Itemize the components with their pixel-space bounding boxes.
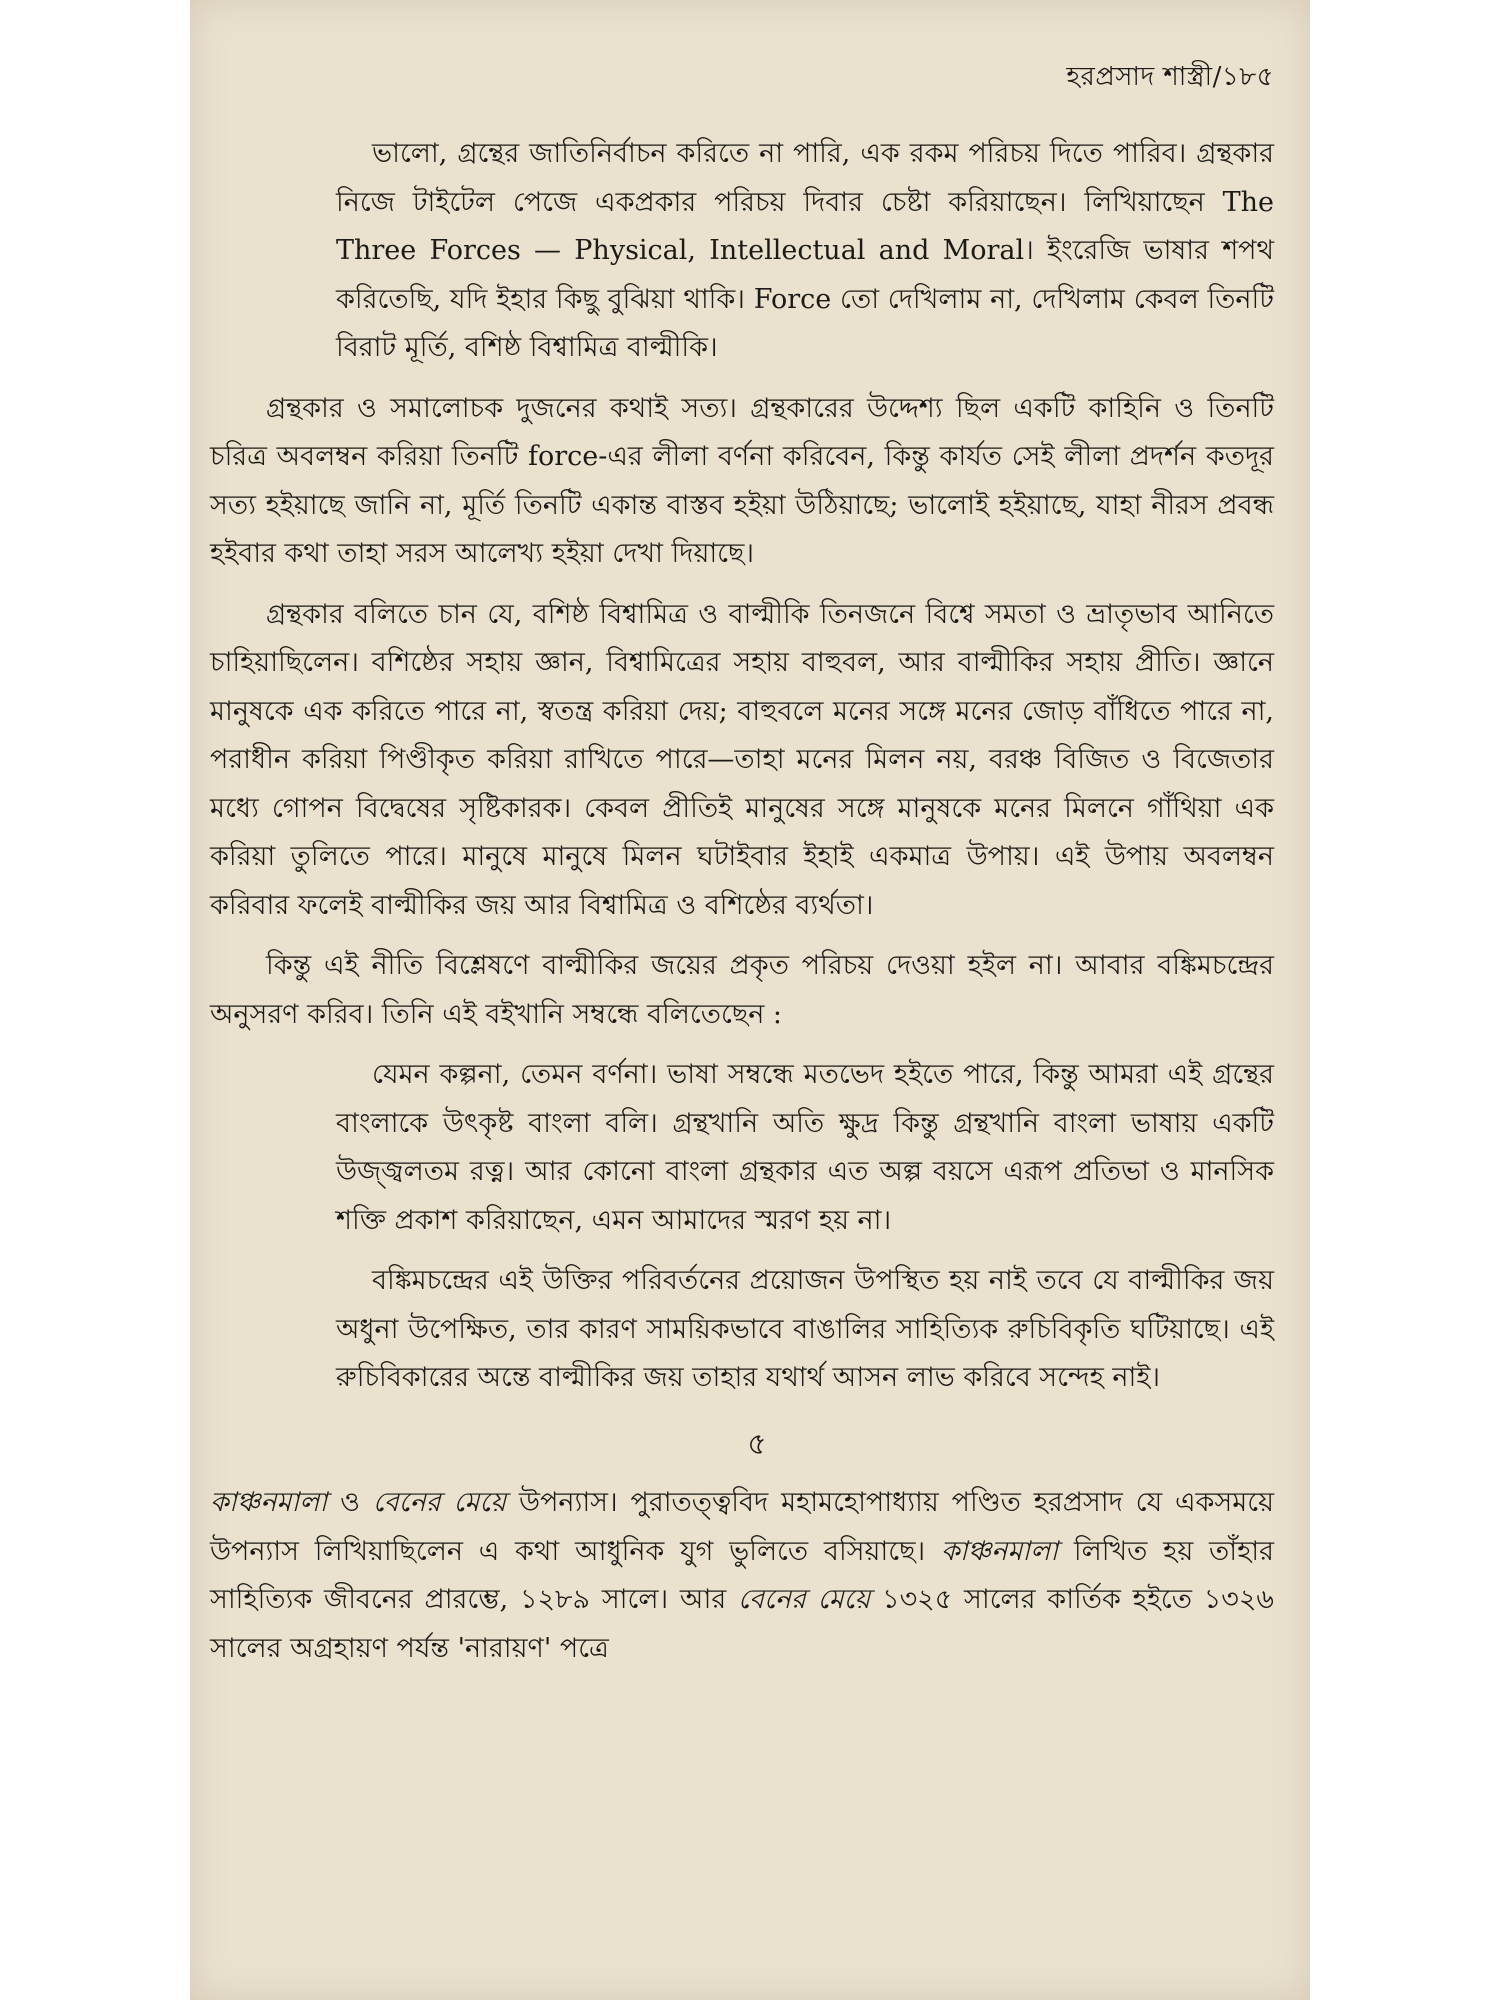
block-quote-1: ভালো, গ্রন্থের জাতিনির্বাচন করিতে না পারি, এক রকম পরিচয় দিতে পারিব। গ্রন্থকার নিজে টাইটেল পেজে একপ্রকার পরিচয় দিবার চেষ্টা করিয়াছেন। লিখিয়াছেন The Three Forces — Physical, Intellectual and Moral। ইংরেজি ভাষার শপথ করিতেছি, যদি ইহার কিছু বুঝিয়া থাকি। Force তো দেখিলাম না, দেখিলাম কেবল তিনটি বিরাট মূর্তি, বশিষ্ঠ বিশ্বামিত্র বাল্মীকি। <box>336 138 1274 363</box>
running-header: হরপ্রসাদ শাস্ত্রী/১৮৫ <box>1066 62 1274 92</box>
book-title: কাঞ্চনমালা <box>210 1487 328 1518</box>
paragraph-3: কিন্তু এই নীতি বিশ্লেষণে বাল্মীকির জয়ের প্রকৃত পরিচয় দেওয়া হইল না। আবার বঙ্কিমচন্দ্রের অনুসরণ করিব। তিনি এই বইখানি সম্বন্ধে বলিতেছেন : <box>210 950 1274 1030</box>
text-run: ১৩২৫ সালের কার্তিক হইতে ১৩২৬ সালের অগ্রহায়ণ পর্যন্ত 'নারায়ণ' পত্রে <box>210 1584 1274 1664</box>
text-run: লিখিত হয় তাঁহার সাহিত্যিক জীবনের প্রারম্ভে, ১২৮৯ সালে। আর <box>210 1535 1274 1615</box>
book-title: কাঞ্চনমালা <box>940 1535 1059 1567</box>
text-run: উপন্যাস। পুরাতত্ত্ববিদ মহামহোপাধ্যায় পণ্ডিত হরপ্রসাদ যে একসময়ে উপন্যাস লিখিয়াছিলেন এ কথা আধুনিক যুগ ভুলিতে বসিয়াছে। <box>210 1487 1274 1567</box>
paragraph-4: বঙ্কিমচন্দ্রের এই উক্তির পরিবর্তনের প্রয়োজন উপস্থিত হয় নাই তবে যে বাল্মীকির জয় অধুনা উপেক্ষিত, তার কারণ সাময়িকভাবে বাঙালির সাহিত্যিক রুচিবিকৃতি ঘটিয়াছে। এই রুচিবিকারের অন্তে বাল্মীকির জয় তাহার যথার্থ আসন লাভ করিবে সন্দেহ নাই। <box>336 1265 1274 1393</box>
text-run: ও <box>327 1487 373 1518</box>
paragraph-5 <box>210 1479 1274 1673</box>
paragraph-1: গ্রন্থকার ও সমালোচক দুজনের কথাই সত্য। গ্রন্থকারের উদ্দেশ্য ছিল একটি কাহিনি ও তিনটি চরিত্র অবলম্বন করিয়া তিনটি force-এর লীলা বর্ণনা করিবেন, কিন্তু কার্যত সেই লীলা প্রদর্শন কতদূর সত্য হইয়াছে জানি না, মূর্তি তিনটি একান্ত বাস্তব হইয়া উঠিয়াছে; ভালোই হইয়াছে, যাহা নীরস প্রবন্ধ হইবার কথা তাহা সরস আলেখ্য হইয়া দেখা দিয়াছে। <box>210 392 1274 569</box>
book-title: বেনের মেয়ে <box>372 1487 507 1518</box>
page-body <box>210 130 1274 1685</box>
book-title: বেনের মেয়ে <box>738 1584 871 1615</box>
block-quote-2: যেমন কল্পনা, তেমন বর্ণনা। ভাষা সম্বন্ধে মতভেদ হইতে পারে, কিন্তু আমরা এই গ্রন্থের বাংলাকে উৎকৃষ্ট বাংলা বলি। গ্রন্থখানি অতি ক্ষুদ্র কিন্তু গ্রন্থখানি বাংলা ভাষায় একটি উজ্জ্বলতম রত্ন। আর কোনো বাংলা গ্রন্থকার এত অল্প বয়সে এরূপ প্রতিভা ও মানসিক শক্তি প্রকাশ করিয়াছেন, এমন আমাদের স্মরণ হয় না। <box>336 1059 1274 1236</box>
paragraph-2: গ্রন্থকার বলিতে চান যে, বশিষ্ঠ বিশ্বামিত্র ও বাল্মীকি তিনজনে বিশ্বে সমতা ও ভ্রাতৃভাব আনিতে চাহিয়াছিলেন। বশিষ্ঠের সহায় জ্ঞান, বিশ্বামিত্রের সহায় বাহুবল, আর বাল্মীকির সহায় প্রীতি। জ্ঞানে মানুষকে এক করিতে পারে না, স্বতন্ত্র করিয়া দেয়; বাহুবলে মনের সঙ্গে মনের জোড় বাঁধিতে পারে না, পরাধীন করিয়া পিণ্ডীকৃত করিয়া রাখিতে পারে—তাহা মনের মিলন নয়, বরঞ্চ বিজিত ও বিজেতার মধ্যে গোপন বিদ্বেষের সৃষ্টিকারক। কেবল প্রীতিই মানুষের সঙ্গে মানুষকে মনের মিলনে গাঁথিয়া এক করিয়া তুলিতে পারে। মানুষে মানুষে মিলন ঘটাইবার ইহাই একমাত্র উপায়। এই উপায় অবলম্বন করিবার ফলেই বাল্মীকির জয় আর বিশ্বামিত্র ও বশিষ্ঠের ব্যর্থতা। <box>210 598 1274 921</box>
section-number: ৫ <box>747 1426 767 1462</box>
book-page <box>190 0 1310 2000</box>
